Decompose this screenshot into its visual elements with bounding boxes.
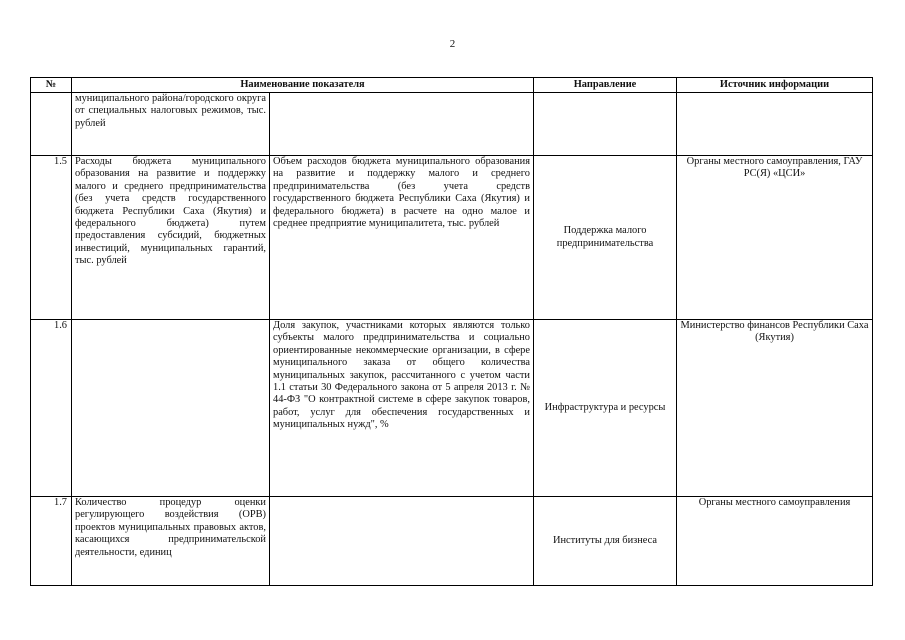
indicator-description xyxy=(270,497,534,586)
header-indicator-name: Наименование показателя xyxy=(72,78,534,93)
indicator-name: Расходы бюджета муниципального образования на развитие и поддержку малого и среднего предпринимательства (без учета средств государственного бюджета Республики Саха (Якутия) и федерального бюджета) путем предоставления субсидий, бюджетных инвестиций, муниципальных гарантий, тыс. рублей xyxy=(72,156,270,320)
row-num: 1.7 xyxy=(31,497,72,586)
table-header-row xyxy=(31,78,873,93)
indicator-name xyxy=(72,320,270,497)
header-direction: Направление xyxy=(534,78,677,93)
row-num: 1.5 xyxy=(31,156,72,320)
indicator-direction: Инфраструктура и ресурсы xyxy=(534,320,677,497)
indicator-direction xyxy=(534,93,677,156)
header-num: № xyxy=(31,78,72,93)
indicator-direction: Поддержка малого предпринимательства xyxy=(534,156,677,320)
indicator-source xyxy=(677,93,873,156)
indicator-direction: Институты для бизнеса xyxy=(534,497,677,586)
indicator-source: Органы местного самоуправления xyxy=(677,497,873,586)
table-row xyxy=(31,320,873,497)
indicator-description xyxy=(270,93,534,156)
table-row xyxy=(31,497,873,586)
indicators-table xyxy=(30,77,873,586)
row-num xyxy=(31,93,72,156)
indicator-description: Доля закупок, участниками которых являются только субъекты малого предпринимательства и социально ориентированные некоммерческие организации, в сфере муниципального заказа от общего количества муниципальных закупок, рассчитанного с учетом части 1.1 статьи 30 Федерального закона от 5 апреля 2013 г. № 44-ФЗ "О контрактной системе в сфере закупок товаров, работ, услуг для обеспечения государственных и муниципальных нужд", % xyxy=(270,320,534,497)
table-row xyxy=(31,156,873,320)
table-row xyxy=(31,93,873,156)
indicator-name: Количество процедур оценки регулирующего воздействия (ОРВ) проектов муниципальных правовых актов, касающихся предпринимательской деятельности, единиц xyxy=(72,497,270,586)
page-number: 2 xyxy=(449,38,456,50)
row-num: 1.6 xyxy=(31,320,72,497)
header-source: Источник информации xyxy=(677,78,873,93)
indicator-description: Объем расходов бюджета муниципального образования на развитие и поддержку малого и среднего предпринимательства (без учета средств государственного бюджета Республики Саха (Якутия) и федерального бюджета) в расчете на одно малое и среднее предприятие муниципалитета, тыс. рублей xyxy=(270,156,534,320)
indicator-name: муниципального района/городского округа от специальных налоговых режимов, тыс. рублей xyxy=(72,93,270,156)
indicator-source: Министерство финансов Республики Саха (Якутия) xyxy=(677,320,873,497)
indicator-source: Органы местного самоуправления, ГАУ РС(Я) «ЦСИ» xyxy=(677,156,873,320)
